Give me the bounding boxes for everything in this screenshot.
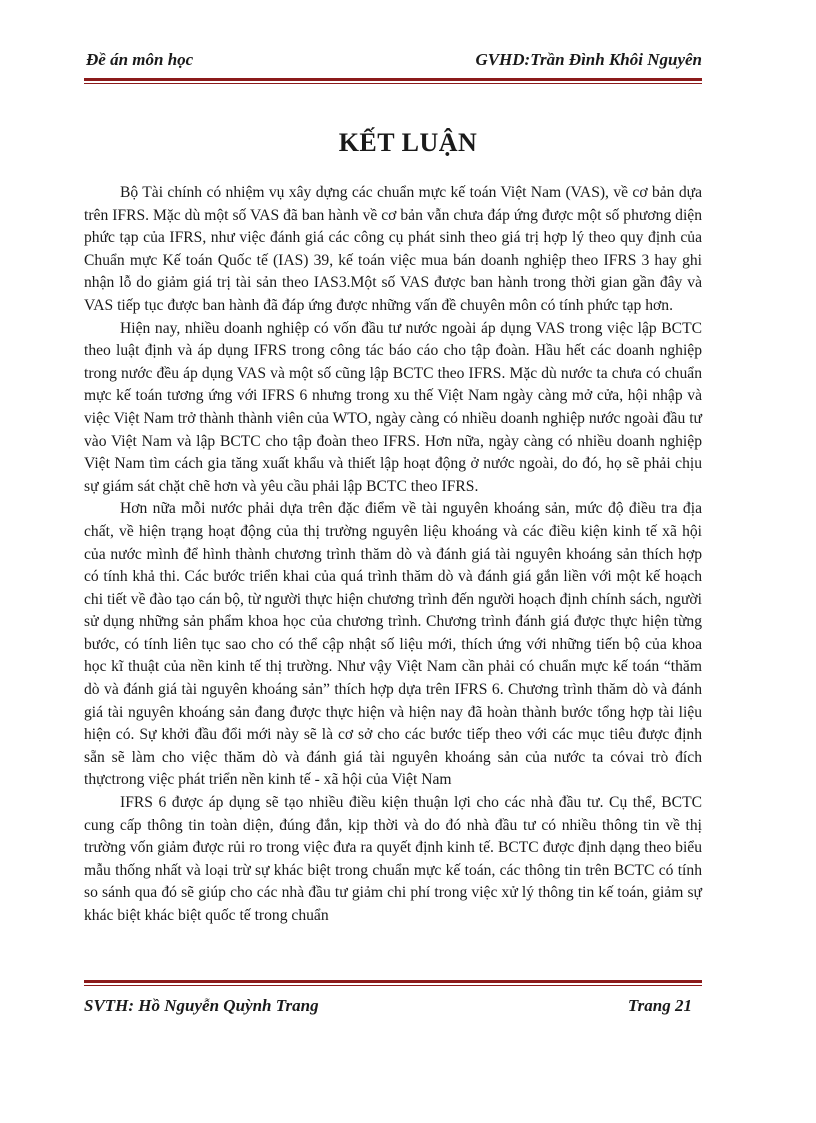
document-body xyxy=(84,182,702,928)
footer-rule-thin xyxy=(84,985,702,986)
course-label: Đề án môn học xyxy=(86,50,194,69)
student-label: SVTH: Hồ Nguyễn Quỳnh Trang xyxy=(84,996,319,1015)
header-rule-thin xyxy=(84,83,702,84)
paragraph: Hơn nữa mỗi nước phải dựa trên đặc điểm về tài nguyên khoáng sản, mức độ điều tra địa chất, về hiện trạng hoạt động của thị trường nguyên liệu khoáng và các điều kiện kinh tế xã hội của nước mình để hình thành chương trình thăm dò và đánh giá tài nguyên khoáng sản thích hợp có tính khả thi. Các bước triển khai của quá trình thăm dò và đánh giá gắn liền với một kế hoạch chi tiết về đào tạo cán bộ, từ người thực hiện chương trình đến người hoạch định chính sách, người sử dụng những sản phẩm khoa học của chương trình. Chương trình đánh giá được thực hiện từng bước, có tính liên tục sao cho có thể cập nhật số liệu mới, thích ứng với những tiến bộ của khoa học kĩ thuật của nền kinh tế thị trường. Như vậy Việt Nam cần phải có chuẩn mực kế toán “thăm dò và đánh giá tài nguyên khoáng sản” thích hợp dựa trên IFRS 6. Chương trình thăm dò và đánh giá tài nguyên khoáng sản đang được thực hiện và hiện nay đã hoàn thành bước tổng hợp tài liệu hiện có. Sự khởi đầu đổi mới này sẽ là cơ sở cho các bước tiếp theo với các mục tiêu được định sẵn sẽ làm cho việc thăm dò và đánh giá tài nguyên khoáng sản của nước ta cóvai trò đích thựctrong việc phát triển nền kinh tế - xã hội của Việt Nam xyxy=(84,500,702,789)
footer-rule xyxy=(84,980,702,983)
paragraph: Bộ Tài chính có nhiệm vụ xây dựng các chuẩn mực kế toán Việt Nam (VAS), về cơ bản dựa trên IFRS. Mặc dù một số VAS đã ban hành về cơ bản vẫn chưa đáp ứng được một số phương diện phức tạp của IFRS, như việc đánh giá các công cụ phát sinh theo giá trị hợp lý theo quy định của Chuẩn mực Kế toán Quốc tế (IAS) 39, kế toán việc mua bán doanh nghiệp theo IFRS 3 hay ghi nhận lỗ do giảm giá trị tài sản theo IAS3.Một số VAS được ban hành trong thời gian gần đây và VAS tiếp tục được ban hành đã đáp ứng được những vấn đề chuyên môn có tính phức tạp hơn. xyxy=(84,184,702,314)
page-footer xyxy=(84,996,702,1022)
page-number: Trang 21 xyxy=(627,996,692,1015)
paragraph: Hiện nay, nhiều doanh nghiệp có vốn đầu tư nước ngoài áp dụng VAS trong việc lập BCTC theo luật định và áp dụng IFRS trong công tác báo cáo cho tập đoàn. Hầu hết các doanh nghiệp trong nước đều áp dụng VAS và một số cũng lập BCTC theo IFRS. Mặc dù nước ta chưa có chuẩn mực kế toán tương ứng với IFRS 6 nhưng trong xu thế Việt Nam ngày càng mở cửa, hội nhập và việc Việt Nam trở thành thành viên của WTO, ngày càng có nhiều doanh nghiệp nước ngoài đầu tư vào Việt Nam và lập BCTC cho tập đoàn theo IFRS. Hơn nữa, ngày càng có nhiều doanh nghiệp Việt Nam tìm cách gia tăng xuất khẩu và thiết lập hoạt động ở nước ngoài, do đó, họ sẽ phải chịu sự giám sát chặt chẽ hơn và yêu cầu phải lập BCTC theo IFRS. xyxy=(84,319,702,495)
page-title: KẾT LUẬN xyxy=(338,128,478,157)
paragraph: IFRS 6 được áp dụng sẽ tạo nhiều điều kiện thuận lợi cho các nhà đầu tư. Cụ thể, BCTC cung cấp thông tin toàn diện, đúng đắn, kịp thời và do đó nhà đầu tư có nhiều thông tin về thị trường vốn giảm được rủi ro trong việc đưa ra quyết định kinh tế. BCTC được định dạng theo biểu mẫu thống nhất và loại trừ sự khác biệt trong chuẩn mực kế toán, các thông tin trên BCTC có tính so sánh qua đó sẽ giúp cho các nhà đầu tư giảm chi phí trong việc xử lý thông tin kế toán, giảm sự khác biệt khác biệt quốc tế trong chuẩn xyxy=(84,794,702,924)
header-rule xyxy=(84,78,702,81)
supervisor-label: GVHD:Trần Đình Khôi Nguyên xyxy=(475,50,702,69)
page-header xyxy=(84,50,702,78)
